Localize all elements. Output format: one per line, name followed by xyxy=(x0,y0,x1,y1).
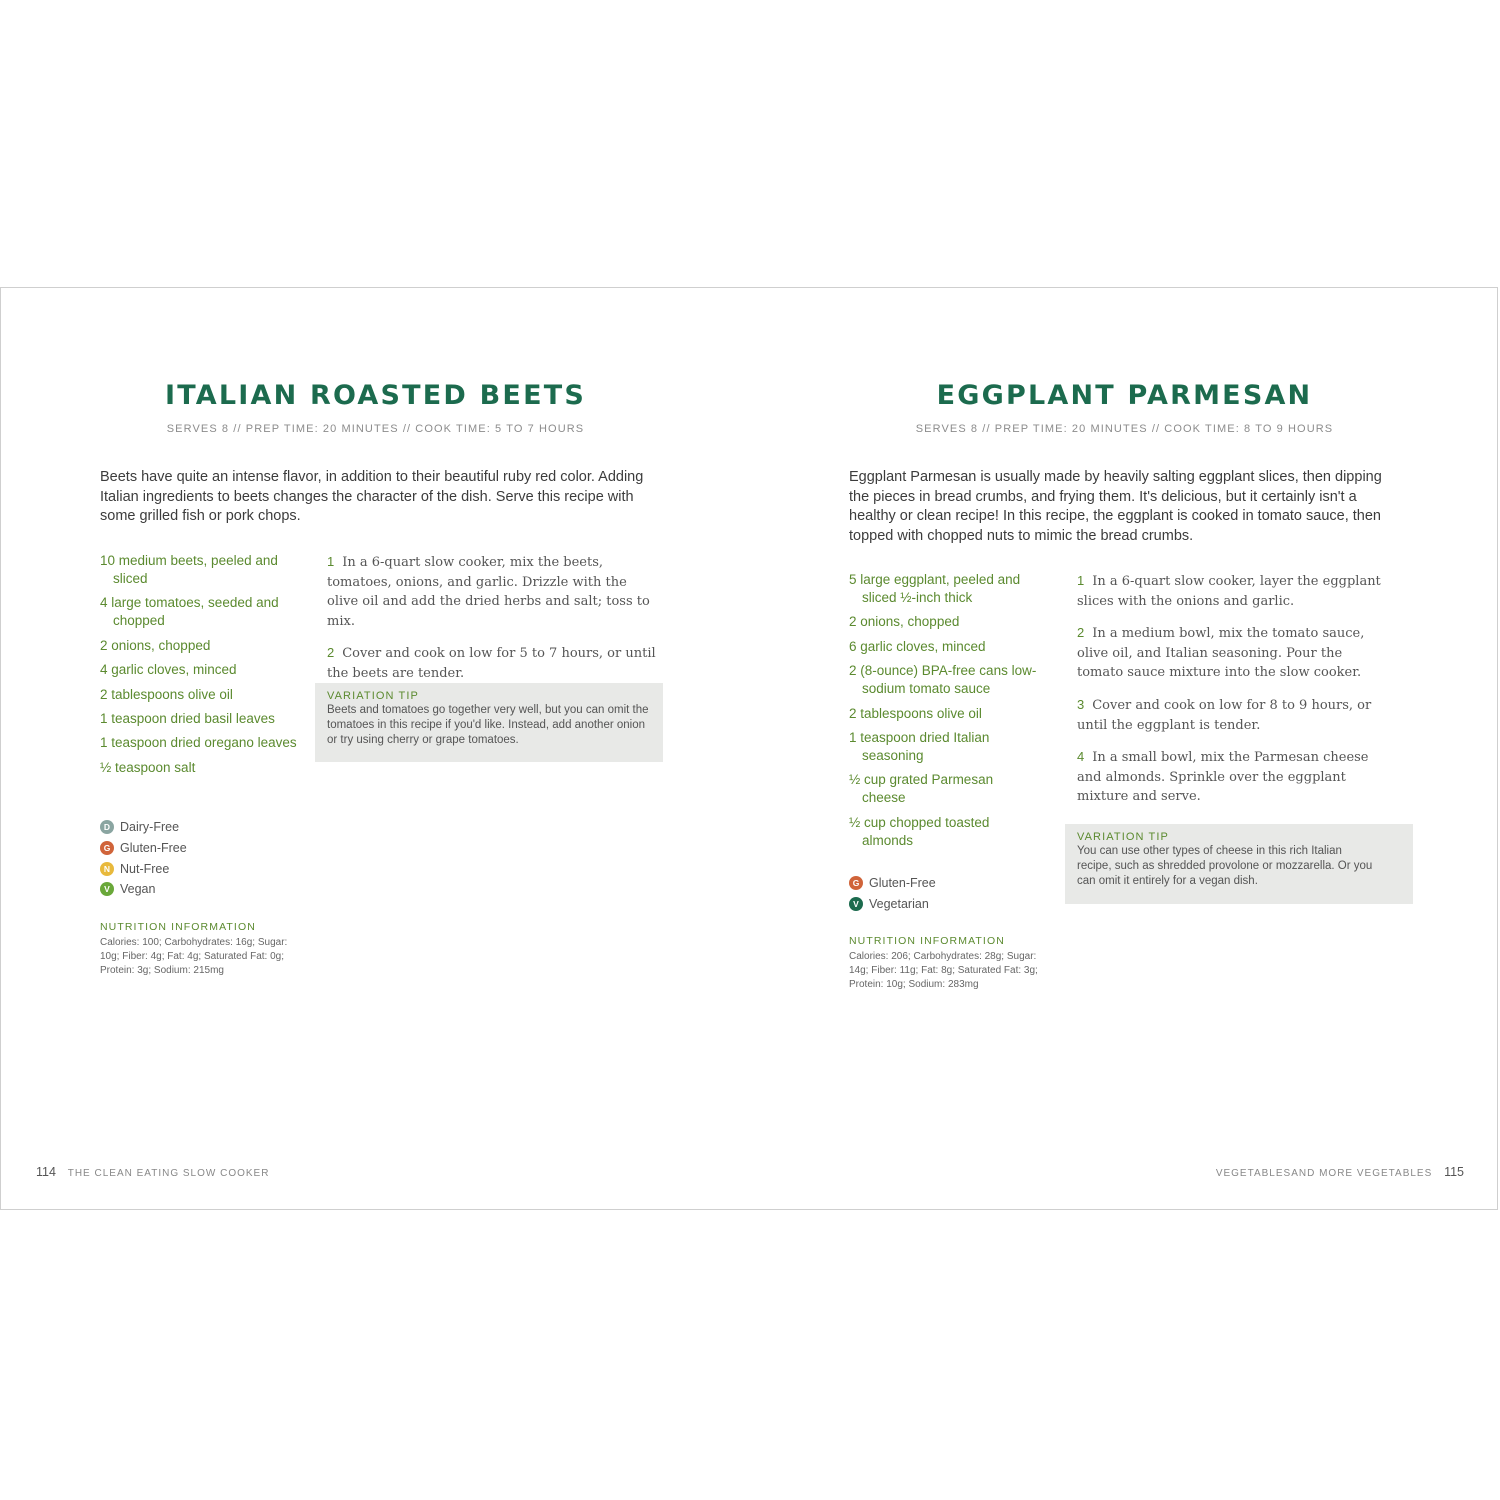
ingredient-item: 2 (8-ounce) BPA-free cans low-sodium tomato sauce xyxy=(849,663,1037,697)
ingredient-item: 1 teaspoon dried Italian seasoning xyxy=(849,729,990,763)
steps-list xyxy=(1077,571,1389,819)
right-page xyxy=(750,288,1499,1209)
ingredient-item: ½ cup grated Parmesan cheese xyxy=(849,772,994,806)
ingredient-item: 1 teaspoon dried oregano leaves xyxy=(100,735,297,751)
tip-heading: VARIATION TIP xyxy=(1077,831,1169,843)
step-text: In a 6-quart slow cooker, mix the beets, tomatoes, onions, and garlic. Drizzle with the olive oil and add the dried herbs and salt; toss to mix. xyxy=(327,555,650,629)
step-number: 4 xyxy=(1077,749,1085,765)
diet-tags xyxy=(849,875,936,917)
diet-tag xyxy=(100,819,187,840)
nut-free-icon: N xyxy=(100,862,114,876)
steps-list xyxy=(327,552,662,696)
running-head: VEGETABLESAND MORE VEGETABLES xyxy=(1215,1168,1433,1179)
ingredient-item: 2 tablespoons olive oil xyxy=(100,686,233,702)
gluten-free-icon: G xyxy=(849,876,863,890)
dairy-free-icon: D xyxy=(100,820,114,834)
recipe-title: ITALIAN ROASTED BEETS xyxy=(165,380,586,411)
vegan-icon: V xyxy=(100,882,114,896)
tip-body: Beets and tomatoes go together very well, but you can omit the tomatoes in this recipe if you'd like. Instead, add another onion or try using cherry or grape tomatoes. xyxy=(327,704,649,746)
step-item xyxy=(1077,571,1389,611)
ingredients-list xyxy=(100,552,305,783)
diet-tags xyxy=(100,819,187,902)
ingredient-item: 2 tablespoons olive oil xyxy=(849,705,982,721)
step-item xyxy=(1077,747,1389,807)
step-item xyxy=(1077,623,1389,683)
step-text: Cover and cook on low for 8 to 9 hours, or until the eggplant is tender. xyxy=(1077,697,1372,733)
ingredients-list xyxy=(849,571,1039,856)
step-text: In a medium bowl, mix the tomato sauce, olive oil, and Italian seasoning. Pour the tomato sauce mixture into the slow cooker. xyxy=(1077,626,1365,681)
nutrition-info xyxy=(100,921,300,978)
running-head: THE CLEAN EATING SLOW COOKER xyxy=(67,1168,270,1179)
nutrition-body: Calories: 100; Carbohydrates: 16g; Sugar: 10g; Fiber: 4g; Fat: 4g; Saturated Fat: 0g; Protein: 3g; Sodium: 215mg xyxy=(100,937,288,976)
ingredient-item: 2 onions, chopped xyxy=(849,614,960,630)
page-number: 114 xyxy=(36,1165,56,1179)
recipe-intro: Eggplant Parmesan is usually made by heavily salting eggplant slices, then dipping the pieces in bread crumbs, and frying them. It's delicious, but it certainly isn't a healthy or clean recipe! In this recipe, the eggplant is cooked in tomato sauce, then topped with chopped nuts to mimic the bread crumbs. xyxy=(849,469,1382,544)
step-item xyxy=(327,643,662,683)
step-item xyxy=(327,552,662,631)
ingredient-item: 2 onions, chopped xyxy=(100,637,211,653)
gluten-free-icon: G xyxy=(100,841,114,855)
nutrition-heading: NUTRITION INFORMATION xyxy=(100,921,256,933)
step-number: 2 xyxy=(327,645,335,661)
recipe-meta: SERVES 8 // PREP TIME: 20 MINUTES // COOK TIME: 8 TO 9 HOURS xyxy=(915,423,1334,435)
diet-tag-label: Vegan xyxy=(120,882,156,897)
step-number: 2 xyxy=(1077,625,1085,641)
step-number: 1 xyxy=(327,554,335,569)
diet-tag-label: Dairy-Free xyxy=(120,820,180,834)
diet-tag-label: Gluten-Free xyxy=(120,840,187,855)
book-spread xyxy=(0,287,1498,1210)
ingredient-item: 5 large eggplant, peeled and sliced ½-inch thick xyxy=(849,572,1021,605)
ingredient-item: 10 medium beets, peeled and sliced xyxy=(100,553,278,586)
variation-tip xyxy=(1065,824,1413,904)
ingredient-item: ½ cup chopped toasted almonds xyxy=(849,814,990,848)
vegetarian-icon: V xyxy=(849,897,863,911)
diet-tag xyxy=(100,881,187,902)
ingredient-item: 1 teaspoon dried basil leaves xyxy=(100,710,275,726)
step-item xyxy=(1077,695,1389,735)
ingredient-item: 4 large tomatoes, seeded and chopped xyxy=(100,595,279,629)
recipe-meta: SERVES 8 // PREP TIME: 20 MINUTES // COOK TIME: 5 TO 7 HOURS xyxy=(166,423,585,435)
step-number: 3 xyxy=(1077,696,1085,712)
nutrition-body: Calories: 206; Carbohydrates: 28g; Sugar: 14g; Fiber: 11g; Fat: 8g; Saturated Fat: 3g; Protein: 10g; Sodium: 283mg xyxy=(849,951,1038,990)
tip-body: You can use other types of cheese in this rich Italian recipe, such as shredded provolone or mozzarella. Or you can omit it entirely for a vegan dish. xyxy=(1077,845,1373,887)
nutrition-heading: NUTRITION INFORMATION xyxy=(849,935,1005,947)
diet-tag xyxy=(849,875,936,896)
diet-tag xyxy=(100,861,187,882)
diet-tag xyxy=(849,896,936,917)
page-footer xyxy=(36,1165,269,1179)
nutrition-info xyxy=(849,935,1049,992)
ingredient-item: ½ teaspoon salt xyxy=(100,759,196,775)
left-page xyxy=(1,288,750,1209)
page-number: 115 xyxy=(1444,1165,1464,1179)
recipe-title: EGGPLANT PARMESAN xyxy=(936,380,1313,411)
variation-tip xyxy=(315,683,663,762)
diet-tag-label: Vegetarian xyxy=(869,896,929,911)
ingredient-item: 4 garlic cloves, minced xyxy=(100,662,237,678)
ingredient-item: 6 garlic cloves, minced xyxy=(849,638,986,654)
page-footer xyxy=(1216,1165,1464,1179)
diet-tag-label: Gluten-Free xyxy=(869,876,936,890)
step-text: In a 6-quart slow cooker, layer the eggplant slices with the onions and garlic. xyxy=(1077,574,1381,609)
diet-tag-label: Nut-Free xyxy=(120,861,170,876)
step-text: In a small bowl, mix the Parmesan cheese and almonds. Sprinkle over the eggplant mixture and serve. xyxy=(1077,750,1369,805)
recipe-intro: Beets have quite an intense flavor, in addition to their beautiful ruby red color. Adding Italian ingredients to beets changes the character of the dish. Serve this recipe with some grilled fish or pork chops. xyxy=(100,469,644,525)
diet-tag xyxy=(100,840,187,861)
tip-heading: VARIATION TIP xyxy=(327,690,419,702)
step-text: Cover and cook on low for 5 to 7 hours, or until the beets are tender. xyxy=(327,646,656,681)
step-number: 1 xyxy=(1077,573,1085,588)
